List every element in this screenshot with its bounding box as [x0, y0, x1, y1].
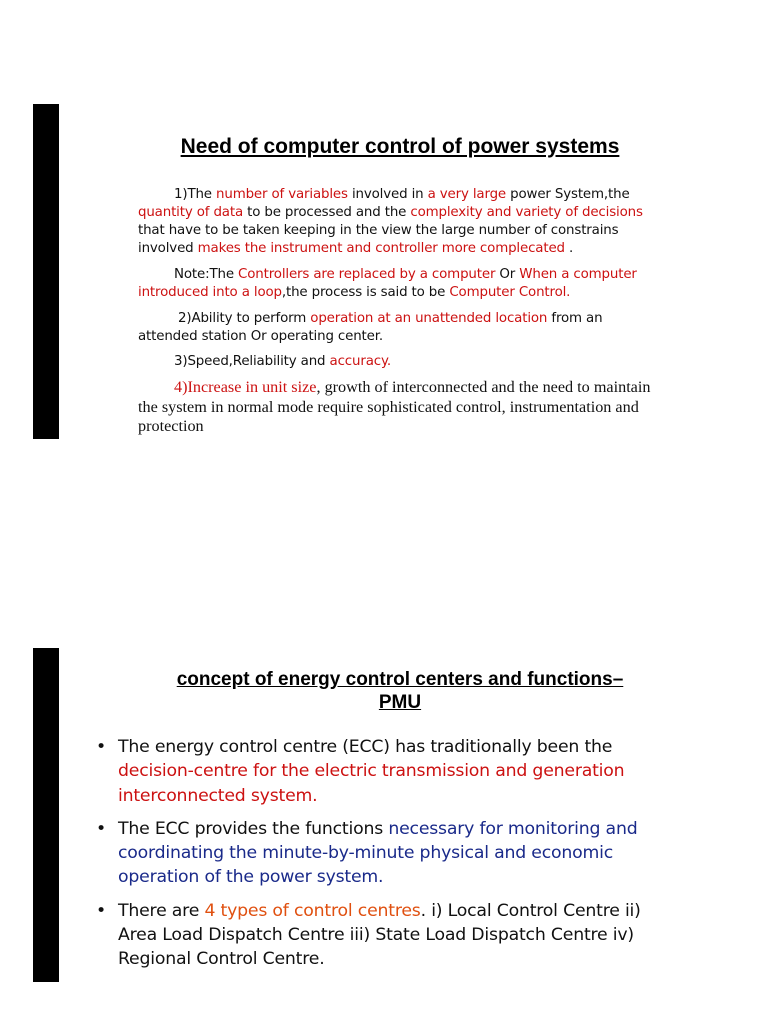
bullet-item-ecc-functions: • The ECC provides the functions necessary for monitoring and coordinating the minute-by-minute physical and economic operation of the power system.: [96, 818, 638, 888]
slide-1-paragraph-1: 1)The number of variables involved in a very large power System,the quantity of data to be processed and the complexity and variety of decisions that have to be taken keeping in the view the large number of constrains involved makes the instrument and controller more complecated .: [138, 187, 643, 256]
slide-1-paragraph-2: 2)Ability to perform operation at an unattended location from an attended station Or operating center.: [138, 311, 603, 344]
slide-2-bullet-list: [96, 735, 676, 981]
slide-2-title: [140, 668, 660, 714]
slide-1-title: Need of computer control of power systems: [180, 135, 620, 158]
slide-2-side-bar: [33, 648, 59, 982]
slide-2-title-line-1: concept of energy control centers and functions–: [176, 669, 624, 690]
slide-1-paragraph-3: 3)Speed,Reliability and accuracy.: [174, 354, 391, 369]
slide-1-paragraph-4: 4)Increase in unit size, growth of interconnected and the need to maintain the system in normal mode require sophisticated control, instrumentation and protection: [138, 378, 651, 435]
bullet-item-control-centre-types: • There are 4 types of control centres. i) Local Control Centre ii) Area Load Dispatch Centre iii) State Load Dispatch Centre iv) Regional Control Centre.: [96, 900, 641, 970]
bullet-icon: •: [96, 900, 106, 921]
slide-2-title-line-2: PMU: [378, 692, 422, 713]
slide-1-side-bar: [33, 104, 59, 439]
slide-1-note-paragraph: Note:The Controllers are replaced by a computer Or When a computer introduced into a loop,the process is said to be Computer Control.: [138, 267, 637, 300]
bullet-icon: •: [96, 818, 106, 839]
bullet-item-ecc-definition: • The energy control centre (ECC) has traditionally been the decision-centre for the electric transmission and generation interconnected system.: [96, 737, 625, 806]
bullet-icon: •: [96, 737, 106, 757]
